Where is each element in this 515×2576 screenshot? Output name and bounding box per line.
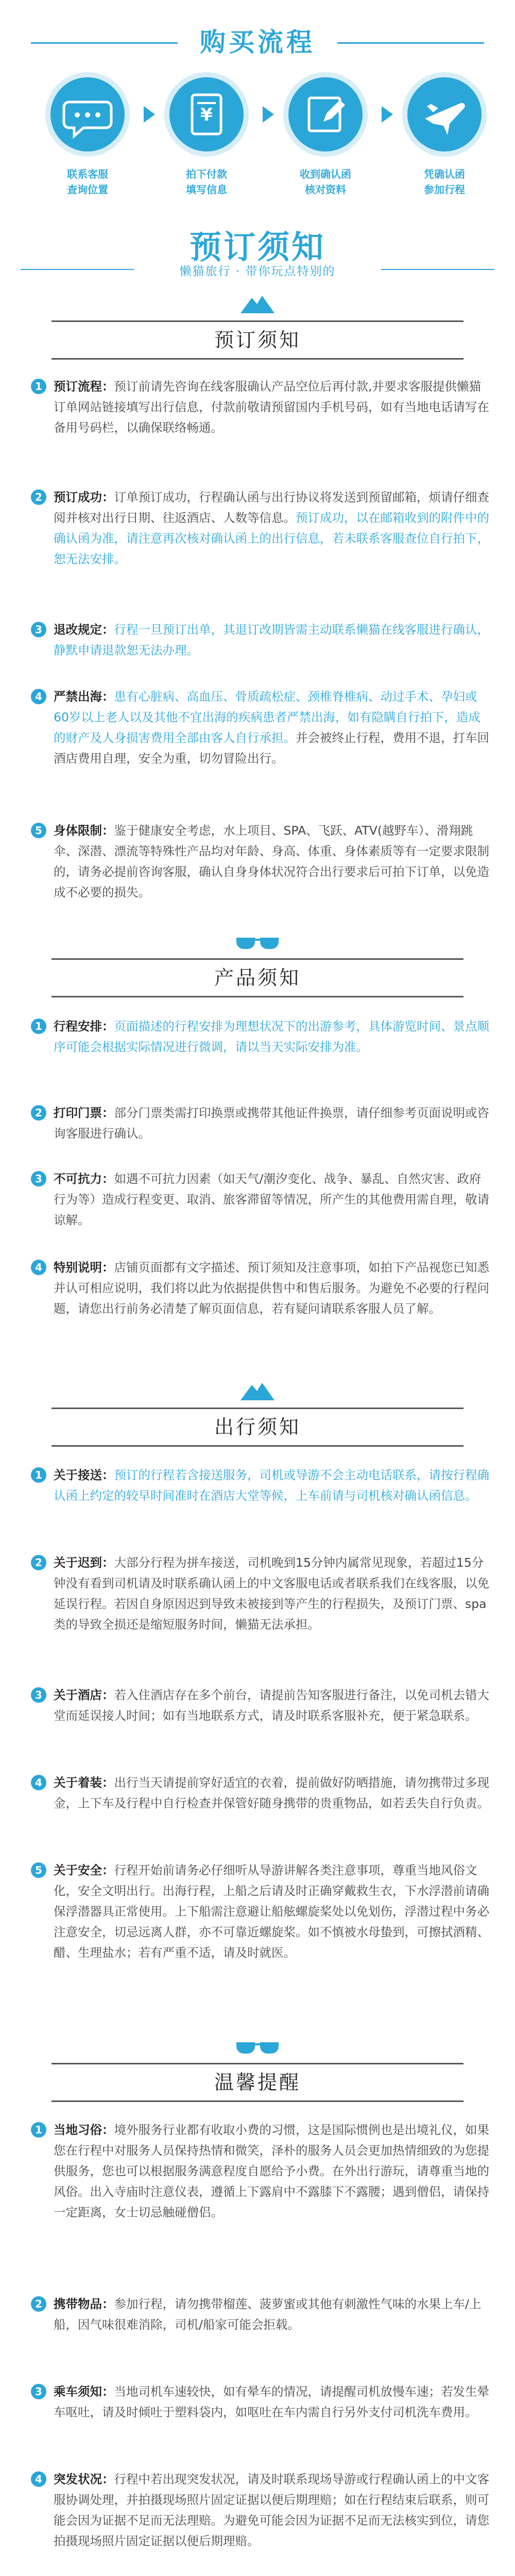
notice-title: 预订须知 xyxy=(189,228,325,266)
list-item: 3 乘车须知：当地司机车速较快，如有晕车的情况，请提醒司机放慢车速；若发生晕车呕吐，请及时倾吐于塑料袋内，如呕吐在车内需自行另外支付司机洗车费用。 xyxy=(31,2381,489,2422)
step-arrow-icon xyxy=(144,106,155,123)
item-number: 4 xyxy=(31,1775,46,1790)
edit-icon xyxy=(288,77,363,151)
list-item: 1 行程安排：页面描述的行程安排为理想状况下的出游参考，具体游览时间、景点顺序可能会根据实际情况进行微调，请以当天实际安排为准。 xyxy=(31,1016,489,1057)
mountain-icon xyxy=(0,1381,515,1403)
list-item: 5 关于安全：行程开始前请务必仔细听从导游讲解各类注意事项，尊重当地风俗文化，安全文明出行。出海行程，上船之后请及时正确穿戴救生衣，下水浮潜前请确保浮潜器具正常使用。上下船需注意避让船舷螺旋桨处以免划伤，浮潜过程中务必注意安全，切忌远离人群，亦不可靠近螺旋桨。如不慎被水母蛰到，可擦拭酒精、醋、生理盐水；若有严重不适，请及时就医。 xyxy=(31,1860,489,1963)
list-item: 2 关于迟到：大部分行程为拼车接送，司机晚到15分钟内属常见现象，若超过15分钟没有看到司机请及时联系确认函上的中文客服电话或者联系我们在线客服，以免延误行程。若因自身原因迟到导致未被接到等产生的行程损失，及预订门票、spa类的导致全损还是缩短服务时间，懒猫无法承担。 xyxy=(31,1552,489,1635)
process-title: 购买流程 xyxy=(200,27,315,57)
list-item: 2 携带物品：参加行程，请勿携带榴莲、菠萝蜜或其他有刺激性气味的水果上车/上船，因气味很难消除，司机/船家可能会拒载。 xyxy=(31,2294,489,2335)
list-item: 3 不可抗力：如遇不可抗力因素（如天气/潮汐变化、战争、暴乱、自然灾害、政府行为等）造成行程变更、取消、旅客滞留等情况，所产生的其他费用需自理，敬请谅解。 xyxy=(31,1168,489,1230)
step-join-trip xyxy=(402,72,487,157)
item-number: 1 xyxy=(31,2122,46,2138)
step-3-label: 收到确认函 核对资料 xyxy=(300,168,351,196)
list-item: 4 关于着装：出行当天请提前穿好适宜的衣着，提前做好防晒措施，请勿携带过多现金，上下车及行程中自行检查并保管好随身携带的贵重物品，如若丢失自行负责。 xyxy=(31,1772,489,1814)
step-confirmation xyxy=(283,72,368,157)
step-contact-service xyxy=(45,72,130,157)
sunglasses-icon xyxy=(0,2038,515,2059)
step-1-label: 联系客服 查询位置 xyxy=(67,168,108,196)
section-title: 产品须知 xyxy=(52,958,464,997)
subtitle-divider-right xyxy=(381,269,494,270)
list-item: 2 预订成功：订单预订成功，行程确认函与出行协议将发送到预留邮箱，烦请仔细查阅并核对出行日期、往返酒店、人数等信息。预订成功，以在邮箱收到的附件中的确认函为准，请注意再次核对确认函上的出行信息，若未联系客服查位自行拍下，恕无法安排。 xyxy=(31,487,489,569)
step-2-label: 拍下付款 填写信息 xyxy=(186,168,227,196)
section-title: 温馨提醒 xyxy=(52,2063,464,2102)
item-number: 3 xyxy=(31,622,46,637)
list-item: 4 特别说明：店铺页面都有文字描述、预订须知及注意事项，如拍下产品视您已知悉并认可相应说明，我们将以此为依据提供售中和售后服务。为避免不必要的行程问题，请您出行前务必清楚了解页面信息，若有疑问请联系客服人员了解。 xyxy=(31,1257,489,1319)
item-number: 1 xyxy=(31,1467,46,1483)
svg-text:¥: ¥ xyxy=(200,105,213,125)
step-4-label: 凭确认函 参加行程 xyxy=(424,168,465,196)
item-number: 2 xyxy=(31,1105,46,1121)
list-item: 1 预订流程：预订前请先咨询在线客服确认产品空位后再付款,并要求客服提供懒猫订单网站链接填写出行信息，付款前敬请预留国内手机号码，如有当地电话请写在备用号码栏，以确保联络畅通。 xyxy=(31,376,489,438)
airplane-icon xyxy=(407,77,482,151)
list-item: 1 当地习俗：境外服务行业都有收取小费的习惯，这是国际惯例也是出境礼仪，如果您在行程中对服务人员保持热情和微笑，泽朴的服务人员会更加热情细致的为您提供服务，您也可以根据服务满意程度自愿给予小费。在外出行游玩，请尊重当地的风俗。出入寺庙时注意仪表，遵循上下露肩中不露膝下不露腰；遇到僧侣，请保持一定距离，女士切忌触碰僧侣。 xyxy=(31,2120,489,2223)
chat-icon xyxy=(50,77,125,151)
item-number: 5 xyxy=(31,1862,46,1878)
section-title: 预订须知 xyxy=(52,320,464,360)
step-pay xyxy=(164,72,249,157)
list-item: 5 身体限制：鉴于健康安全考虑，水上项目、SPA、飞跃、ATV(越野车）、滑翔跳伞、深潜、漂流等特殊性产品均对年龄、身高、体重、身体素质等有一定要求限制的，请务必提前咨询客服，确认自身身体状况符合出行要求后可拍下订单，以免造成不必要的损失。 xyxy=(31,820,489,903)
list-item: 4 突发状况：行程中若出现突发状况，请及时联系现场导游或行程确认函上的中文客服协调处理，并拍摄现场照片固定证据以便后期理赔；如在行程结束后联系，则可能会因为证据不足而无法理赔。为避免可能会因为证据不足而无法核实到位，请您拍摄现场照片固定证据以便后期理赔。 xyxy=(31,2469,489,2551)
list-item: 2 打印门票：部分门票类需打印换票或携带其他证件换票，请仔细参考页面说明或咨询客服进行确认。 xyxy=(31,1103,489,1144)
item-number: 2 xyxy=(31,1555,46,1570)
item-number: 4 xyxy=(31,1260,46,1275)
sunglasses-icon xyxy=(0,934,515,954)
payment-icon xyxy=(169,77,244,151)
item-number: 1 xyxy=(31,1019,46,1034)
item-number: 4 xyxy=(31,689,46,704)
item-number: 1 xyxy=(31,379,46,394)
notice-subtitle: 懒猫旅行 · 带你玩点特别的 xyxy=(179,265,336,278)
title-divider-right xyxy=(337,42,484,44)
section-title: 出行须知 xyxy=(52,1408,464,1447)
mountain-icon xyxy=(0,294,515,316)
step-arrow-icon xyxy=(382,106,393,123)
item-number: 5 xyxy=(31,823,46,838)
item-number: 3 xyxy=(31,2384,46,2399)
list-item: 3 退改规定：行程一旦预订出单，其退订改期皆需主动联系懒猫在线客服进行确认，静默申请退款恕无法办理。 xyxy=(31,619,489,660)
item-number: 3 xyxy=(31,1687,46,1703)
step-arrow-icon xyxy=(263,106,274,123)
item-number: 2 xyxy=(31,489,46,505)
list-item: 3 关于酒店：若入住酒店存在多个前台，请提前告知客服进行备注，以免司机去错大堂而延误接人时间；如有当地联系方式，请及时联系客服补充，便于紧急联系。 xyxy=(31,1685,489,1726)
list-item: 1 关于接送：预订的行程若含接送服务，司机或导游不会主动电话联系，请按行程确认函上约定的较早时间准时在酒店大堂等候，上车前请与司机核对确认函信息。 xyxy=(31,1465,489,1506)
item-number: 4 xyxy=(31,2471,46,2487)
item-number: 2 xyxy=(31,2296,46,2312)
list-item: 4 严禁出海：患有心脏病、高血压、骨质疏松症、颈椎脊椎病、动过手术、孕妇或60岁以上老人以及其他不宜出海的疾病患者严禁出海，如有隐瞒自行拍下，造成的财产及人身损害费用全部由客人自行承担。并会被终止行程，费用不退，打车回酒店费用自理，安全为重，切勿冒险出行。 xyxy=(31,686,489,769)
item-number: 3 xyxy=(31,1171,46,1187)
